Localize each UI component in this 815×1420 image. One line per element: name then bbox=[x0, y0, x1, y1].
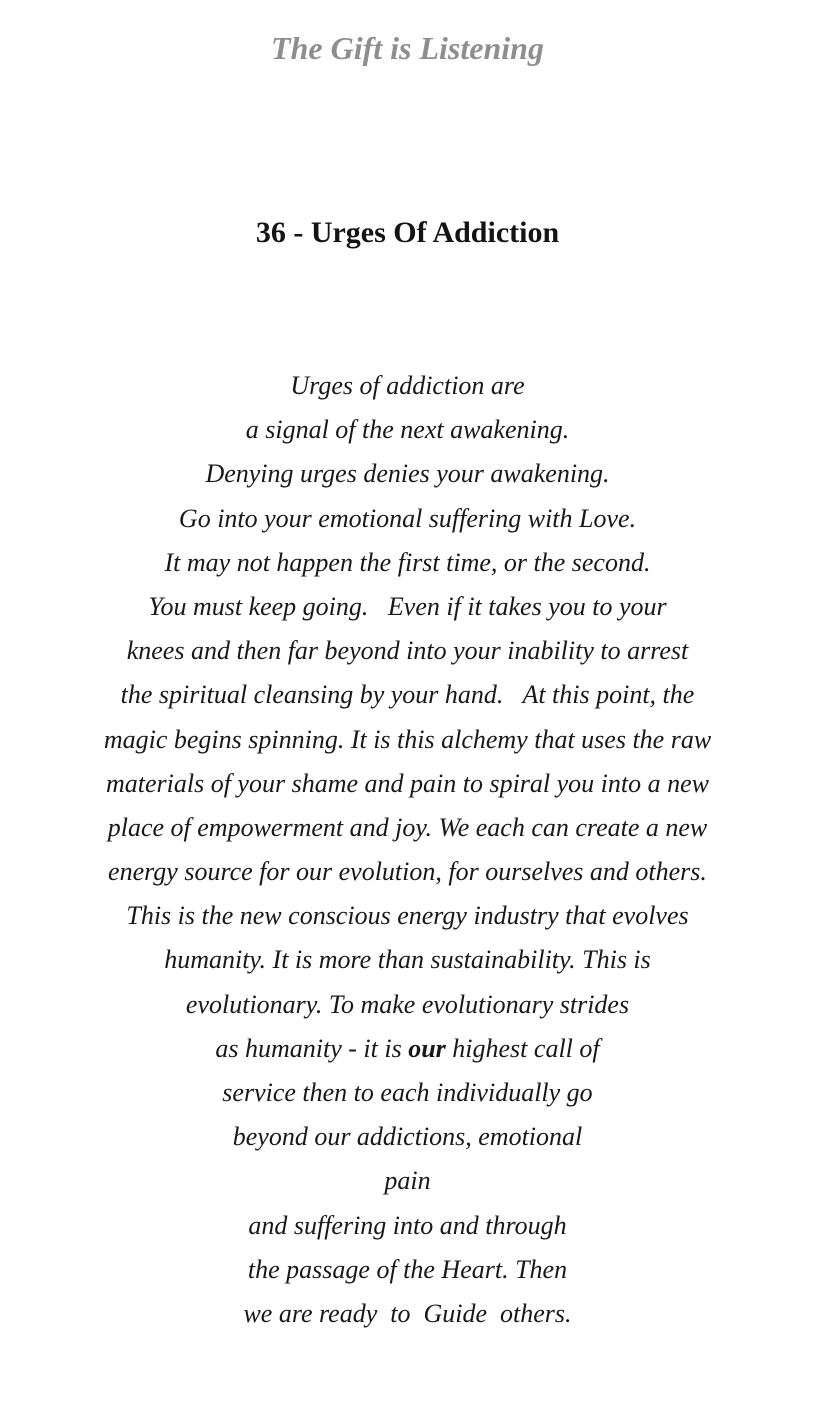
chapter-title: 36 - Urges Of Addiction bbox=[255, 216, 560, 249]
poem-line: we are ready to Guide others. bbox=[243, 1298, 572, 1328]
poem-line: Go into your emotional suffering with Love. bbox=[178, 503, 637, 533]
emphasis-word: our bbox=[408, 1033, 446, 1063]
poem-body bbox=[0, 364, 815, 1336]
poem-line: the spiritual cleansing by your hand. At this point, the bbox=[120, 680, 695, 710]
emphasis-after: highest call of bbox=[445, 1033, 600, 1063]
poem-line: humanity. It is more than sustainability. This is bbox=[164, 945, 651, 975]
poem-line: Denying urges denies your awakening. bbox=[205, 459, 610, 489]
poem-line: pain bbox=[384, 1166, 431, 1196]
poem-line: This is the new conscious energy industry that evolves bbox=[126, 901, 689, 931]
poem-line: beyond our addictions, emotional bbox=[232, 1122, 583, 1152]
emphasis-before: as humanity - it is bbox=[215, 1033, 409, 1063]
poem-line: It may not happen the first time, or the second. bbox=[164, 547, 651, 577]
poem-line: materials of your shame and pain to spiral you into a new bbox=[105, 768, 710, 798]
poem-line: energy source for our evolution, for ourselves and others. bbox=[108, 857, 707, 887]
poem-line: and suffering into and through bbox=[248, 1210, 567, 1240]
poem-line: a signal of the next awakening. bbox=[245, 415, 570, 445]
poem-line: You must keep going. Even if it takes you to your bbox=[148, 591, 667, 621]
poem-line: magic begins spinning. It is this alchemy that uses the raw bbox=[103, 724, 712, 754]
poem-line: place of empowerment and joy. We each can create a new bbox=[107, 812, 708, 842]
poem-line: Urges of addiction are bbox=[290, 371, 525, 400]
poem-line-emphasis bbox=[0, 1027, 815, 1071]
poem-line: the passage of the Heart. Then bbox=[247, 1254, 568, 1284]
poem-line: evolutionary. To make evolutionary strides bbox=[185, 989, 630, 1019]
book-title-header: The Gift is Listening bbox=[271, 30, 544, 66]
poem-line: service then to each individually go bbox=[222, 1078, 593, 1107]
poem-line: knees and then far beyond into your inability to arrest bbox=[126, 636, 689, 666]
